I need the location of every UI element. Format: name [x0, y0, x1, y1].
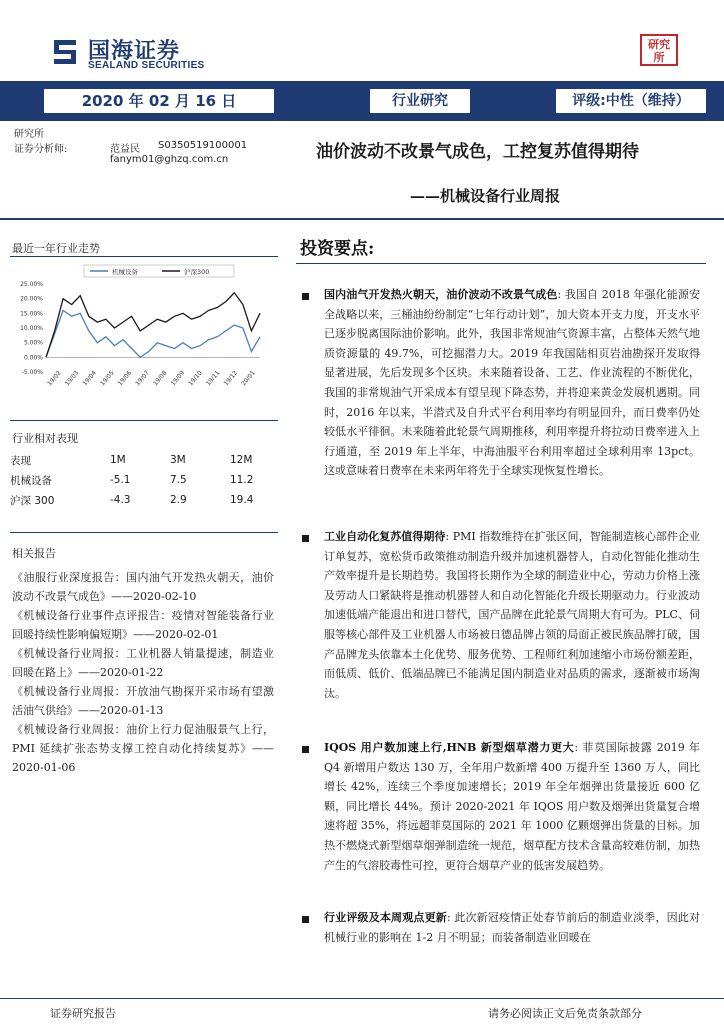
bullet-icon [302, 293, 309, 300]
x-tick-label: 19/02 [46, 369, 63, 388]
report-subtitle: ——机械设备行业周报 [410, 187, 561, 205]
invest-point [324, 738, 700, 875]
series-line [46, 310, 260, 357]
header-divider [0, 218, 724, 220]
x-tick-label: 19/06 [116, 369, 134, 388]
invest-point [324, 285, 700, 481]
x-tick-label: 19/09 [169, 369, 187, 388]
invest-point-title: 工业自动化复苏值得期待 [324, 530, 446, 543]
related-top-divider [10, 532, 278, 533]
footer-divider [0, 998, 724, 999]
analyst-cert: S0350519100001 [158, 140, 248, 151]
bullet-icon [302, 916, 309, 923]
analyst-name: 范益民 [110, 144, 140, 155]
sealand-logo-icon [50, 36, 80, 68]
x-tick-label: 19/10 [187, 369, 204, 388]
invest-point [324, 527, 700, 703]
report-rating: 评级:中性（维持） [556, 89, 706, 113]
y-tick-label: 15.00% [20, 310, 43, 318]
x-tick-label: 19/05 [99, 369, 116, 388]
analyst-email[interactable]: fanym01@ghzq.com.cn [110, 154, 229, 165]
trend-label: 最近一年行业走势 [12, 242, 100, 255]
bullet-icon [302, 535, 309, 542]
related-report-link[interactable]: 《机械设备行业周报：开放油气勘探开采市场有望激活油气供给》——2020-01-13 [12, 685, 274, 717]
related-report-link[interactable]: 《机械设备行业事件点评报告：疫情对智能装备行业回暖持续性影响偏短期》——2020-02-01 [12, 609, 274, 641]
table-row [10, 470, 280, 490]
analyst-role: 证券分析师: [14, 144, 68, 155]
invest-point-title: 行业评级及本周观点更新 [324, 911, 447, 924]
invest-point-text: : PMI 指数维持在扩张区间，智能制造核心部件企业订单复苏，宽松货币政策推动制造升级并加速机器替人，自动化智能化推动生产效率提升是长期趋势。我国将长期作为全球的制造业中心，劳动力价格上涨及劳动人口紧缺将是推动机器替人和自动化智能化升级长期驱动力。行业波动加速低端产能退出和进口替代，国产品牌在此轮景气周期大有可为。PLC、伺服等核心部件及工业机器人市场被日德品牌占领的局面正被民族品牌打破，国产品牌龙头依靠本土化优势、服务优势、工程师红利加速缩小市场份额差距，而低质、低价、低端品牌已不能满足国内制造业对品质的需求，逐渐被市场淘汰。 [324, 530, 701, 700]
footer-left: 证券研究报告 [50, 1007, 116, 1020]
legend-label: 机械设备 [112, 268, 138, 276]
x-tick-label: 19/04 [81, 369, 98, 388]
perf-header-cell: 3M [170, 454, 186, 466]
perf-cell: 19.4 [230, 494, 254, 506]
report-date: 2020 年 02 月 16 日 [44, 89, 274, 113]
y-tick-label: 20.00% [20, 295, 43, 303]
x-tick-label: 19/07 [134, 369, 151, 388]
related-reports-list [12, 568, 274, 777]
invest-point-text: : 菲莫国际披露 2019 年 Q4 新增用户数达 130 万，全年用户数新增 400 万提升至 1360 万人，同比增长 42%，连续三个季度加速增长；2019 年全年烟弹出货量接近 600 亿颗，同比增长 44%。预计 2020-2021 年 IQOS 用户数及烟弹出货量复合增速将超 35%，将远超菲莫国际的 2021 年 1000 亿颗烟弹出货量的目标。加热不燃烧式新型烟草烟弹制造统一规范，烟草配方技术含量高较难仿制，加热产生的气溶胶毒性可控，更符合烟草产业的低害发展趋势。 [324, 741, 700, 872]
perf-cell: -5.1 [110, 474, 131, 486]
perf-cell: 11.2 [230, 474, 254, 486]
report-title: 油价波动不改景气成色，工控复苏值得期待 [316, 142, 639, 162]
related-report-link[interactable]: 《机械设备行业周报：油价上行力促油服景气上行，PMI 延续扩张态势支撑工控自动化持续复苏》——2020-01-06 [12, 723, 274, 774]
performance-table [10, 450, 280, 510]
related-report-link[interactable]: 《机械设备行业周报：工业机器人销量提速，制造业回暖在路上》——2020-01-22 [12, 647, 274, 679]
invest-point-title: 国内油气开发热火朝天，油价波动不改景气成色 [324, 288, 558, 301]
invest-divider [296, 263, 706, 264]
perf-header-cell: 表现 [10, 454, 31, 467]
x-tick-label: 19/11 [204, 369, 222, 388]
x-tick-label: 19/03 [63, 369, 81, 388]
logo-en: SEALAND SECURITIES [88, 60, 205, 71]
perf-header-cell: 12M [230, 454, 253, 466]
y-tick-label: -5.00% [21, 369, 43, 376]
perf-top-divider [10, 420, 278, 421]
invest-point [324, 908, 700, 950]
y-tick-label: 10.00% [20, 325, 43, 332]
related-label: 相关报告 [12, 547, 56, 560]
perf-cell: -4.3 [110, 494, 131, 506]
invest-heading: 投资要点: [300, 239, 375, 259]
legend-label: 沪深300 [184, 268, 210, 276]
research-seal-stamp: 研究 所 [640, 34, 678, 66]
perf-cell: 7.5 [170, 474, 187, 486]
invest-point-text: : 此次新冠疫情正处春节前后的制造业淡季，因此对机械行业的影响在 1-2 月不明显；而装备制造业回暖在 [324, 911, 700, 944]
x-tick-label: 20/01 [240, 369, 257, 388]
perf-cell: 沪深 300 [10, 494, 55, 507]
dept-label: 研究所 [14, 129, 44, 140]
related-report-link[interactable]: 《油服行业深度报告：国内油气开发热火朝天，油价波动不改景气成色》——2020-02-10 [12, 571, 274, 603]
bullet-icon [302, 746, 309, 753]
logo-cn: 国海证券 [88, 39, 181, 64]
perf-label: 行业相对表现 [12, 432, 78, 445]
perf-header-cell: 1M [110, 454, 126, 466]
report-type: 行业研究 [370, 89, 470, 113]
perf-cell: 2.9 [170, 494, 187, 506]
trend-chart [10, 262, 270, 392]
x-tick-label: 19/08 [151, 369, 169, 388]
invest-point-title: IQOS 用户数加速上行,HNB 新型烟草潜力更大 [324, 741, 575, 754]
y-tick-label: 5.00% [23, 339, 43, 347]
y-tick-label: 0.00% [23, 354, 43, 362]
invest-point-text: : 我国自 2018 年强化能源安全战略以来，三桶油纷纷制定“七年行动计划”，加大资本开支力度，开支水平已逐步脱离国际油价影响。此外，我国非常规油气资源丰富，占整体天然气地质资源量的 49.7%，可挖掘潜力大。2019 年我国陆相页岩油勘探开发取得显著进展，先后发现多个区块。未来随着设备、工艺、作业流程的不断优化，我国的非常规油气开采成本有望呈现下降态势，并将迎来黄金发展机遇期。同时，2016 年以来，半潜式及自升式平台利用率均有明显回升，而日费率仍处较低水平徘徊。未来随着此轮景气周期推移，利用率提升将拉动日费率进入上行通道，至 2019 年上半年，中海油服平台利用率超过全球利用率 13pct。这或意味着日费率在未来两年将先于全球实现恢复性增长。 [324, 288, 700, 478]
perf-cell: 机械设备 [10, 474, 52, 487]
y-tick-label: 25.00% [20, 281, 43, 288]
x-tick-label: 19/12 [222, 369, 240, 388]
table-row [10, 490, 280, 510]
trend-divider [10, 256, 278, 257]
table-header-row [10, 450, 280, 470]
footer-disclaimer: 请务必阅读正文后免责条款部分 [488, 1007, 642, 1020]
